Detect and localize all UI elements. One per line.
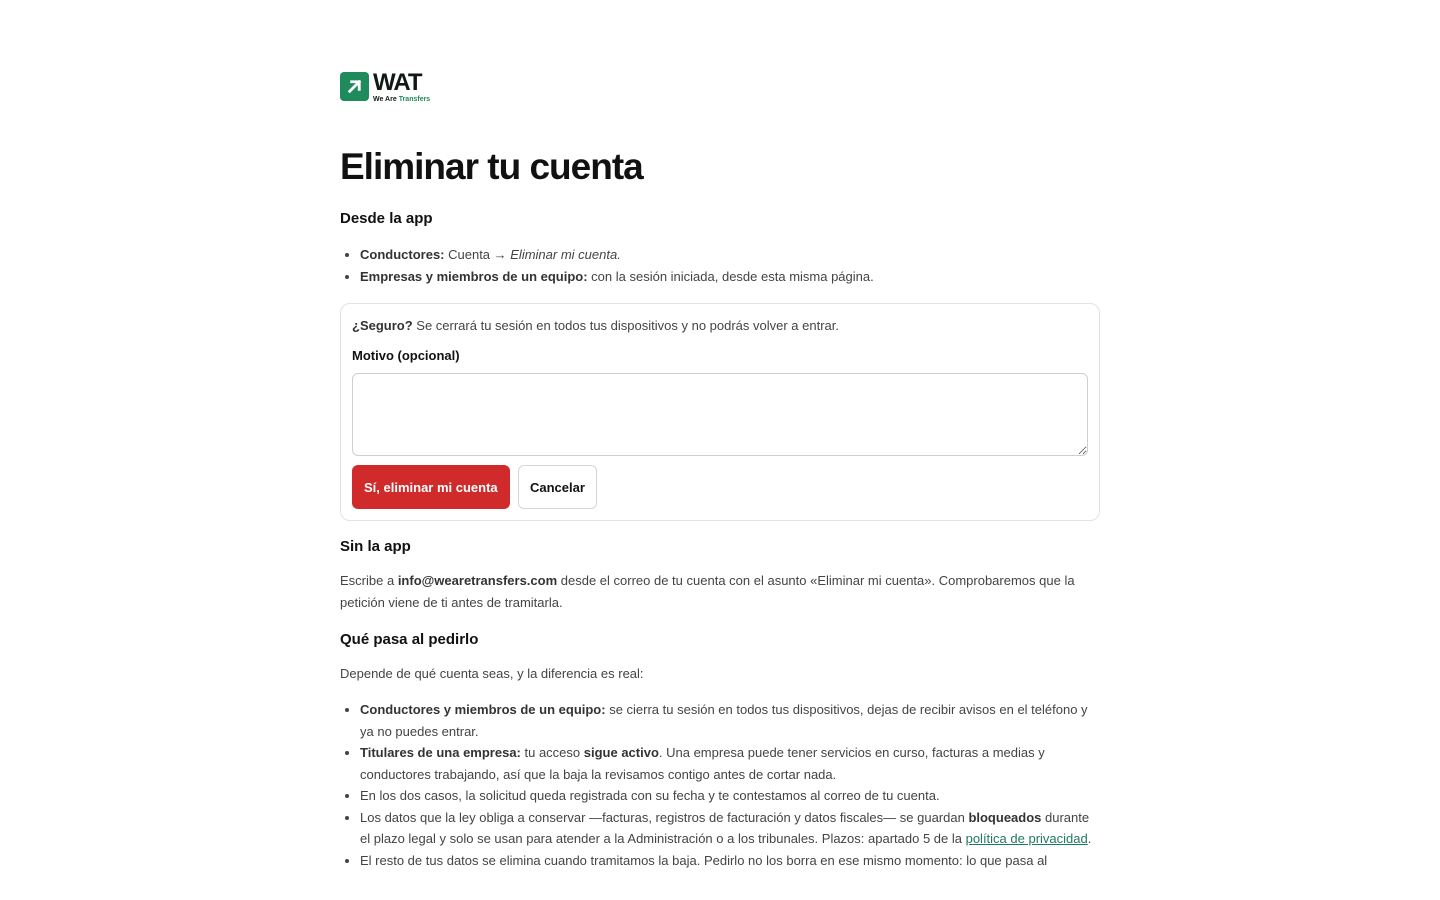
what-happens-intro: Depende de qué cuenta seas, y la diferencia es real: <box>340 666 644 681</box>
cancel-button[interactable]: Cancelar <box>518 465 597 509</box>
list-item: • Conductores: Cuenta → Eliminar mi cuenta. <box>360 244 1100 266</box>
brand-logo[interactable] <box>340 68 431 103</box>
brand-wordmark <box>373 68 431 103</box>
list-item: • Titulares de una empresa: tu acceso sigue activo. Una empresa puede tener servicios en curso, facturas a medias y conductores trabajando, así que la baja la revisamos contigo antes de cortar nada. <box>360 742 1100 785</box>
section-heading-what-happens: Qué pasa al pedirlo <box>340 631 479 648</box>
list-item: • El resto de tus datos se elimina cuando tramitamos la baja. Pedirlo no los borra en ese mismo momento: lo que pasa al <box>360 850 1100 872</box>
support-email: info@wearetransfers.com <box>397 573 558 588</box>
without-app-text: Escribe a info@wearetransfers.com desde el correo de tu cuenta con el asunto «Eliminar mi cuenta». Comprobaremos que la petición viene de ti antes de tramitarla. <box>340 573 1075 610</box>
from-app-list <box>340 244 1100 288</box>
section-heading-from-app: Desde la app <box>340 210 433 227</box>
list-item: • Conductores y miembros de un equipo: se cierra tu sesión en todos tus dispositivos, dejas de recibir avisos en el teléfono y ya no puedes entrar. <box>360 699 1100 742</box>
list-item: • Empresas y miembros de un equipo: con la sesión iniciada, desde esta misma página. <box>360 266 1100 288</box>
brand-name: WAT <box>373 68 422 96</box>
what-happens-list <box>340 699 1100 871</box>
list-item: • Los datos que la ley obliga a conservar —facturas, registros de facturación y datos fiscales— se guardan bloqueados durante el plazo legal y solo se usan para atender a la Administración o a los tribunales. Plazos: apartado 5 de la política de privacidad. <box>360 807 1100 850</box>
section-heading-without-app: Sin la app <box>340 538 411 555</box>
confirm-delete-button[interactable]: Sí, eliminar mi cuenta <box>352 465 510 509</box>
arrow-up-right-icon <box>340 72 369 101</box>
confirmation-message: ¿Seguro? Se cerrará tu sesión en todos tus dispositivos y no podrás volver a entrar. <box>352 318 840 333</box>
reason-textarea[interactable] <box>352 373 1088 456</box>
brand-tagline: We Are Transfers <box>373 95 431 103</box>
page-title: Eliminar tu cuenta <box>340 146 643 187</box>
reason-label: Motivo (opcional) <box>352 348 460 363</box>
list-item: • En los dos casos, la solicitud queda registrada con su fecha y te contestamos al correo de tu cuenta. <box>360 785 1100 807</box>
privacy-policy-link[interactable]: política de privacidad <box>965 831 1088 846</box>
delete-confirmation-panel <box>340 303 1100 521</box>
